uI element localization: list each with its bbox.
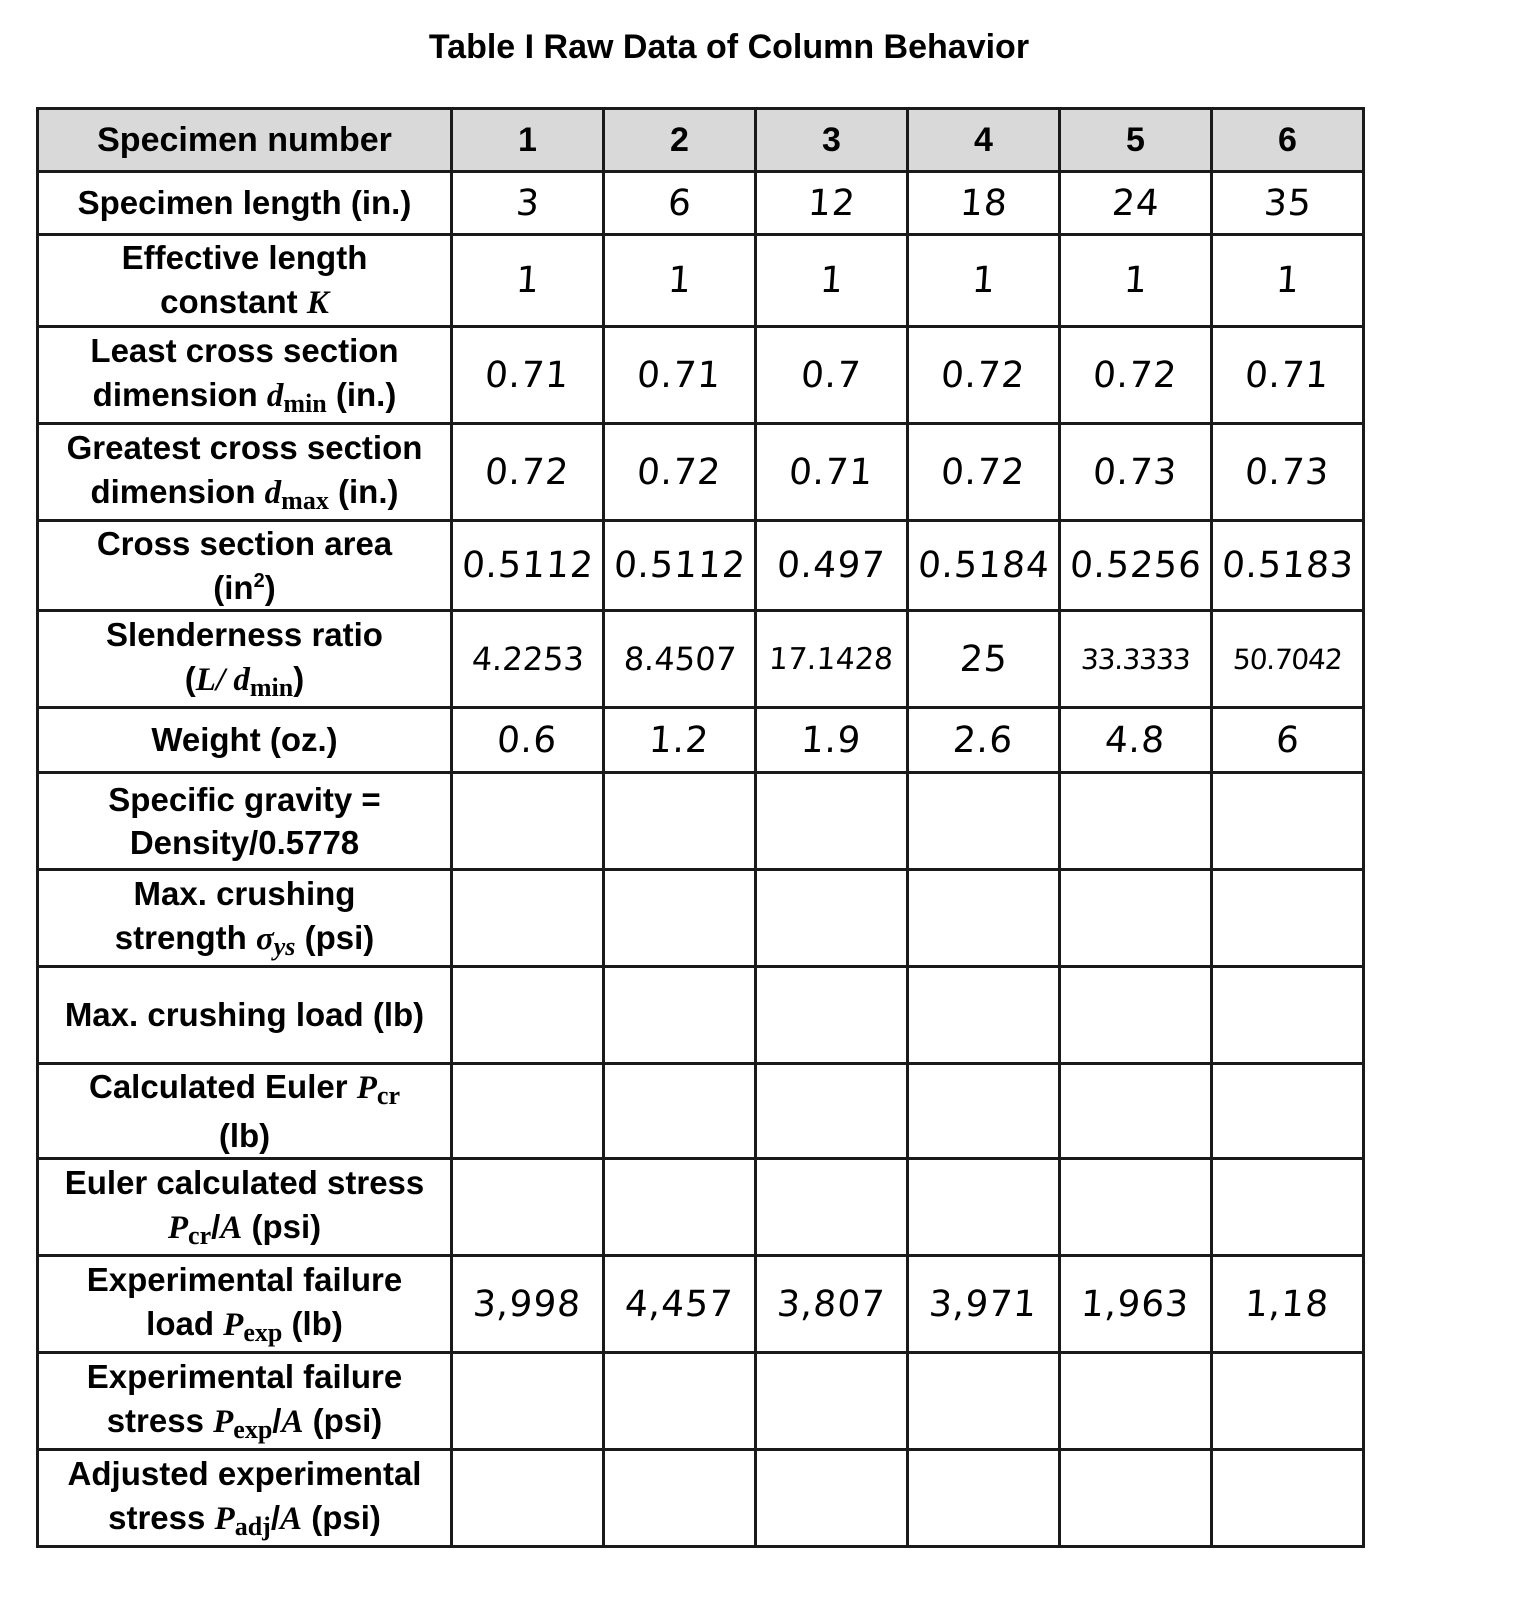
row-label-text: dimension bbox=[90, 472, 265, 510]
cell-value: 0.72 bbox=[1091, 354, 1180, 396]
row-label-symbol: d bbox=[233, 661, 250, 698]
row-label-text: Experimental failure bbox=[86, 1358, 403, 1396]
cell-value: 1.2 bbox=[647, 719, 712, 761]
table-cell bbox=[1212, 521, 1364, 611]
table-cell bbox=[604, 870, 756, 967]
row-label-text: stress bbox=[108, 1498, 215, 1536]
row-label-text: Calculated Euler bbox=[88, 1068, 357, 1106]
specimen-header: 3 bbox=[756, 109, 908, 172]
table-row bbox=[38, 1256, 1364, 1353]
cell-value: 0.71 bbox=[1243, 354, 1332, 396]
cell-value: 6 bbox=[1274, 719, 1301, 761]
table-cell bbox=[908, 327, 1060, 424]
row-label-text: / bbox=[215, 661, 234, 698]
table-cell bbox=[452, 1353, 604, 1450]
cell-value: 0.72 bbox=[939, 354, 1028, 396]
cell-value: 4,457 bbox=[624, 1283, 735, 1325]
table-cell bbox=[908, 521, 1060, 611]
row-label-subscript: min bbox=[283, 388, 327, 418]
cell-value: 4.8 bbox=[1103, 719, 1168, 761]
cell-value: 17.1428 bbox=[768, 641, 895, 677]
table-cell bbox=[908, 967, 1060, 1064]
row-label-symbol: A bbox=[281, 1403, 304, 1440]
cell-value: 25 bbox=[958, 638, 1009, 680]
row-label-subscript: cr bbox=[376, 1081, 401, 1111]
table-cell bbox=[1060, 773, 1212, 870]
cell-value: 1,18 bbox=[1243, 1283, 1332, 1325]
table-cell bbox=[1212, 172, 1364, 235]
table-cell bbox=[1212, 773, 1364, 870]
table-cell bbox=[452, 1450, 604, 1547]
table-cell bbox=[604, 235, 756, 327]
table-row bbox=[38, 967, 1364, 1064]
table-cell bbox=[604, 172, 756, 235]
table-row bbox=[38, 870, 1364, 967]
row-label bbox=[38, 1064, 452, 1159]
row-label-text: Max. crushing load (lb) bbox=[64, 996, 425, 1034]
row-label bbox=[38, 708, 452, 773]
row-label-text: (in bbox=[213, 568, 254, 606]
row-label-text: Effective length bbox=[121, 239, 368, 276]
table-cell bbox=[1212, 870, 1364, 967]
row-label-symbol: P bbox=[356, 1070, 377, 1107]
row-label-symbol: P bbox=[223, 1306, 244, 1343]
table-row bbox=[38, 611, 1364, 708]
cell-value: 4.2253 bbox=[470, 640, 585, 679]
row-label-text: ) bbox=[293, 659, 305, 697]
table-cell bbox=[604, 521, 756, 611]
specimen-header: 6 bbox=[1212, 109, 1364, 172]
row-label bbox=[38, 1450, 452, 1547]
table-cell bbox=[756, 967, 908, 1064]
table-row bbox=[38, 773, 1364, 870]
cell-value: 0.5256 bbox=[1068, 545, 1203, 587]
table-cell bbox=[1060, 967, 1212, 1064]
row-label-subscript: ys bbox=[273, 931, 296, 961]
table-cell bbox=[604, 1064, 756, 1159]
table-cell bbox=[756, 611, 908, 708]
cell-value: 12 bbox=[806, 182, 857, 224]
cell-value: 3,998 bbox=[472, 1283, 583, 1325]
table-cell bbox=[1060, 424, 1212, 521]
table-row bbox=[38, 424, 1364, 521]
row-label-symbol: A bbox=[280, 1500, 303, 1537]
row-label-text: (psi) bbox=[303, 1401, 383, 1439]
table-row bbox=[38, 235, 1364, 327]
cell-value: 50.7042 bbox=[1231, 642, 1344, 676]
cell-value: 35 bbox=[1262, 182, 1313, 224]
cell-value: 0.71 bbox=[787, 451, 876, 493]
row-label-text: / bbox=[270, 1498, 281, 1536]
table-cell bbox=[452, 611, 604, 708]
cell-value: 2.6 bbox=[951, 719, 1016, 761]
table-cell bbox=[756, 1159, 908, 1256]
table-cell bbox=[1212, 1450, 1364, 1547]
table-row bbox=[38, 1159, 1364, 1256]
table-cell bbox=[452, 1256, 604, 1353]
table-row bbox=[38, 521, 1364, 611]
row-label-text: Weight (oz.) bbox=[151, 721, 338, 759]
row-label-subscript: max bbox=[281, 485, 329, 515]
cell-value: 33.3333 bbox=[1079, 642, 1192, 676]
table-cell bbox=[756, 1353, 908, 1450]
table-row bbox=[38, 327, 1364, 424]
row-label-text: Greatest cross section bbox=[66, 429, 423, 467]
row-label-text: (in.) bbox=[326, 375, 397, 413]
table-cell bbox=[604, 1353, 756, 1450]
table-cell bbox=[908, 611, 1060, 708]
row-label-text: Experimental failure bbox=[86, 1261, 403, 1299]
row-label-text: Slenderness ratio bbox=[106, 616, 383, 654]
table-cell bbox=[604, 327, 756, 424]
row-label-subscript: cr bbox=[188, 1220, 212, 1250]
table-cell bbox=[1060, 1159, 1212, 1256]
row-label bbox=[38, 235, 452, 327]
specimen-header: 5 bbox=[1060, 109, 1212, 172]
row-label-subscript: min bbox=[249, 672, 294, 702]
row-label-subscript: exp bbox=[243, 1317, 283, 1347]
row-label bbox=[38, 327, 452, 424]
row-label bbox=[38, 521, 452, 611]
cell-value: 0.5183 bbox=[1220, 545, 1355, 587]
cell-value: 0.497 bbox=[776, 545, 887, 587]
row-label bbox=[38, 611, 452, 708]
table-cell bbox=[1212, 235, 1364, 327]
table-cell bbox=[604, 611, 756, 708]
table-cell bbox=[1060, 1064, 1212, 1159]
row-label-symbol: σ bbox=[255, 920, 274, 957]
row-label-subscript: exp bbox=[233, 1414, 273, 1444]
column-behavior-table bbox=[36, 107, 1365, 1548]
table-cell bbox=[1212, 424, 1364, 521]
cell-value: 0.6 bbox=[495, 719, 560, 761]
row-label-text: dimension bbox=[92, 375, 267, 413]
row-label-text: / bbox=[272, 1401, 282, 1439]
table-cell bbox=[1060, 327, 1212, 424]
specimen-header: 4 bbox=[908, 109, 1060, 172]
table-cell bbox=[1212, 327, 1364, 424]
row-label-text: / bbox=[211, 1207, 221, 1245]
cell-value: 0.73 bbox=[1243, 451, 1332, 493]
specimen-header: 1 bbox=[452, 109, 604, 172]
row-label-symbol: P bbox=[214, 1500, 235, 1537]
table-cell bbox=[908, 773, 1060, 870]
table-cell bbox=[1212, 611, 1364, 708]
cell-value: 1,963 bbox=[1080, 1283, 1191, 1325]
row-label bbox=[38, 1256, 452, 1353]
cell-value: 24 bbox=[1110, 182, 1161, 224]
table-cell bbox=[452, 967, 604, 1064]
table-cell bbox=[756, 773, 908, 870]
row-label bbox=[38, 967, 452, 1064]
table-cell bbox=[1060, 1256, 1212, 1353]
table-cell bbox=[452, 773, 604, 870]
cell-value: 1 bbox=[818, 260, 845, 302]
table-cell bbox=[1060, 611, 1212, 708]
table-cell bbox=[604, 1450, 756, 1547]
table-cell bbox=[908, 1159, 1060, 1256]
table-cell bbox=[452, 1159, 604, 1256]
cell-value: 1 bbox=[514, 260, 541, 302]
row-label-text: Specimen length (in.) bbox=[77, 184, 412, 222]
cell-value: 1 bbox=[1274, 260, 1301, 302]
table-cell bbox=[1060, 172, 1212, 235]
row-label-text: (lb) bbox=[282, 1304, 343, 1342]
table-cell bbox=[1060, 235, 1212, 327]
row-label-text: ) bbox=[264, 568, 276, 606]
cell-value: 0.5112 bbox=[612, 545, 747, 587]
table-row bbox=[38, 1450, 1364, 1547]
table-cell bbox=[1212, 1064, 1364, 1159]
table-cell bbox=[908, 424, 1060, 521]
table-cell bbox=[908, 870, 1060, 967]
cell-value: 1 bbox=[1122, 260, 1149, 302]
row-label-symbol: d bbox=[266, 377, 284, 414]
cell-value: 0.71 bbox=[635, 354, 724, 396]
table-cell bbox=[1060, 521, 1212, 611]
table-cell bbox=[604, 967, 756, 1064]
table-cell bbox=[908, 235, 1060, 327]
row-label-text: Density/0.5778 bbox=[129, 824, 360, 862]
cell-value: 0.72 bbox=[483, 451, 572, 493]
specimen-header: 2 bbox=[604, 109, 756, 172]
table-cell bbox=[604, 708, 756, 773]
cell-value: 1 bbox=[970, 260, 997, 302]
row-label-text: Cross section area bbox=[96, 525, 393, 563]
row-label-symbol: A bbox=[220, 1209, 243, 1246]
row-label-symbol: L bbox=[195, 661, 216, 698]
row-label-text: strength bbox=[114, 918, 256, 956]
table-cell bbox=[1060, 1450, 1212, 1547]
cell-value: 0.73 bbox=[1091, 451, 1180, 493]
row-label bbox=[38, 424, 452, 521]
cell-value: 3,807 bbox=[776, 1283, 887, 1325]
row-label bbox=[38, 1159, 452, 1256]
table-cell bbox=[452, 708, 604, 773]
table-cell bbox=[908, 1064, 1060, 1159]
table-cell bbox=[908, 708, 1060, 773]
row-label-text: (psi) bbox=[302, 1498, 381, 1536]
table-cell bbox=[908, 1353, 1060, 1450]
table-cell bbox=[756, 1256, 908, 1353]
row-label-symbol: P bbox=[213, 1403, 234, 1440]
table-cell bbox=[604, 424, 756, 521]
cell-value: 0.5184 bbox=[916, 545, 1051, 587]
table-cell bbox=[452, 327, 604, 424]
cell-value: 8.4507 bbox=[622, 640, 737, 679]
table-cell bbox=[908, 1256, 1060, 1353]
table-cell bbox=[1212, 708, 1364, 773]
table-cell bbox=[756, 521, 908, 611]
table-cell bbox=[1212, 1353, 1364, 1450]
table-cell bbox=[908, 172, 1060, 235]
row-label bbox=[38, 1353, 452, 1450]
table-cell bbox=[908, 1450, 1060, 1547]
table-cell bbox=[1060, 870, 1212, 967]
table-cell bbox=[1060, 1353, 1212, 1450]
cell-value: 0.72 bbox=[939, 451, 1028, 493]
row-label-text: constant bbox=[160, 282, 307, 320]
table-cell bbox=[452, 521, 604, 611]
row-label-text: (lb) bbox=[218, 1116, 271, 1154]
cell-value: 3 bbox=[514, 182, 541, 224]
table-cell bbox=[756, 1450, 908, 1547]
table-row bbox=[38, 1353, 1364, 1450]
table-cell bbox=[756, 172, 908, 235]
row-label bbox=[38, 870, 452, 967]
table-cell bbox=[452, 172, 604, 235]
row-label bbox=[38, 773, 452, 870]
table-cell bbox=[604, 1159, 756, 1256]
table-cell bbox=[452, 235, 604, 327]
table-cell bbox=[1212, 1256, 1364, 1353]
row-label bbox=[38, 172, 452, 235]
row-label-text: (psi) bbox=[295, 918, 375, 956]
table-cell bbox=[1212, 967, 1364, 1064]
row-label-text: Specific gravity = bbox=[108, 780, 381, 818]
row-label-symbol: K bbox=[306, 284, 329, 321]
table-cell bbox=[756, 235, 908, 327]
cell-value: 18 bbox=[958, 182, 1009, 224]
row-label-text: (psi) bbox=[242, 1207, 322, 1245]
table-cell bbox=[756, 870, 908, 967]
row-label-text: Euler calculated stress bbox=[64, 1164, 425, 1202]
row-label-text: stress bbox=[106, 1401, 214, 1439]
row-label-superscript: 2 bbox=[253, 569, 265, 592]
row-label-text: load bbox=[146, 1304, 224, 1342]
cell-value: 6 bbox=[666, 182, 693, 224]
table-cell bbox=[756, 708, 908, 773]
table-cell bbox=[604, 773, 756, 870]
row-label-symbol: P bbox=[167, 1209, 189, 1246]
row-label-text: ( bbox=[184, 659, 196, 697]
table-cell bbox=[452, 1064, 604, 1159]
row-label-text: (in.) bbox=[328, 472, 399, 510]
table-cell bbox=[756, 424, 908, 521]
row-label-text: Adjusted experimental bbox=[67, 1455, 422, 1493]
table-row bbox=[38, 708, 1364, 773]
cell-value: 1.9 bbox=[799, 719, 864, 761]
row-label-text: Max. crushing bbox=[133, 875, 356, 913]
table-cell bbox=[756, 327, 908, 424]
cell-value: 0.72 bbox=[635, 451, 724, 493]
table-row bbox=[38, 1064, 1364, 1159]
table-cell bbox=[1060, 708, 1212, 773]
row-label-symbol: d bbox=[264, 474, 282, 511]
row-label-subscript: adj bbox=[234, 1511, 271, 1541]
cell-value: 3,971 bbox=[928, 1283, 1039, 1325]
header-row bbox=[38, 109, 1364, 172]
table-cell bbox=[604, 1256, 756, 1353]
header-label: Specimen number bbox=[38, 109, 452, 172]
cell-value: 1 bbox=[666, 260, 693, 302]
cell-value: 0.71 bbox=[483, 354, 572, 396]
cell-value: 0.5112 bbox=[460, 545, 595, 587]
table-title: Table I Raw Data of Column Behavior bbox=[428, 28, 1030, 66]
table-cell bbox=[452, 870, 604, 967]
table-cell bbox=[452, 424, 604, 521]
row-label-text: Least cross section bbox=[90, 332, 399, 370]
cell-value: 0.7 bbox=[799, 354, 864, 396]
table-row bbox=[38, 172, 1364, 235]
table-cell bbox=[1212, 1159, 1364, 1256]
table-cell bbox=[756, 1064, 908, 1159]
